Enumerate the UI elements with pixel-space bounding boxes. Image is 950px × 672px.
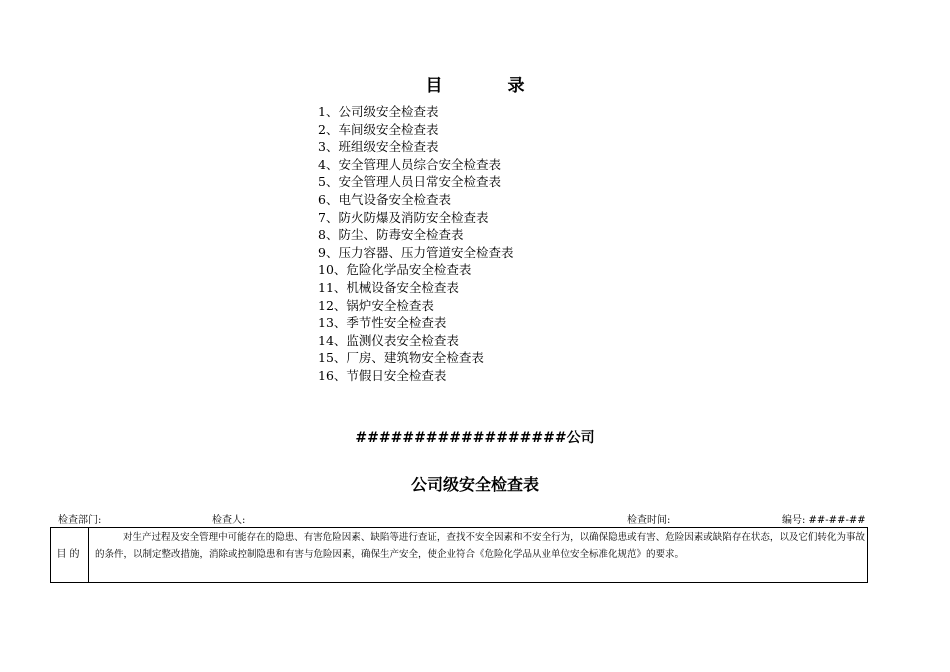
toc-item: 15、厂房、建筑物安全检查表 — [318, 350, 484, 366]
toc-item: 10、危险化学品安全检查表 — [318, 262, 472, 278]
purpose-text: 对生产过程及安全管理中可能存在的隐患、有害危险因素、缺陷等进行查证，查找不安全因素和不安全行为，以确保隐患或有害、危险因素或缺陷存在状态，以及它们转化为事故的条件，以制定整改措施，消除或控制隐患和有害与危险因素，确保生产安全，使企业符合《危险化学品从业单位安全标准化规范》的要求。 — [95, 532, 865, 560]
company-name: ##################公司 — [355, 430, 595, 446]
toc-item: 8、防尘、防毒安全检查表 — [318, 227, 464, 243]
toc-item: 14、监测仪表安全检查表 — [318, 332, 459, 348]
toc-item: 16、节假日安全检查表 — [318, 367, 447, 383]
dept-label: 检查部门: — [58, 515, 102, 526]
purpose-table — [50, 527, 868, 583]
toc-item: 3、班组级安全检查表 — [318, 139, 439, 155]
toc-list — [318, 103, 513, 385]
toc-item: 7、防火防爆及消防安全检查表 — [318, 209, 489, 225]
toc-title: 目 录 — [425, 76, 549, 96]
number-label: 编号: ##-##-## — [782, 515, 866, 526]
toc-item: 5、安全管理人员日常安全检查表 — [318, 174, 501, 190]
time-label: 检查时间: — [627, 515, 671, 526]
form-info-row — [58, 514, 870, 528]
form-title: 公司级安全检查表 — [410, 475, 539, 494]
toc-item: 9、压力容器、压力管道安全检查表 — [318, 244, 514, 260]
toc-item: 12、锅炉安全检查表 — [318, 297, 434, 313]
toc-item: 13、季节性安全检查表 — [318, 315, 447, 331]
toc-item: 4、安全管理人员综合安全检查表 — [318, 156, 501, 172]
toc-item: 1、公司级安全检查表 — [318, 104, 439, 119]
toc-item: 11、机械设备安全检查表 — [318, 279, 459, 295]
purpose-label: 目的 — [51, 528, 89, 582]
toc-item: 6、电气设备安全检查表 — [318, 191, 451, 207]
toc-item: 2、车间级安全检查表 — [318, 121, 439, 137]
inspector-label: 检查人: — [212, 515, 246, 526]
